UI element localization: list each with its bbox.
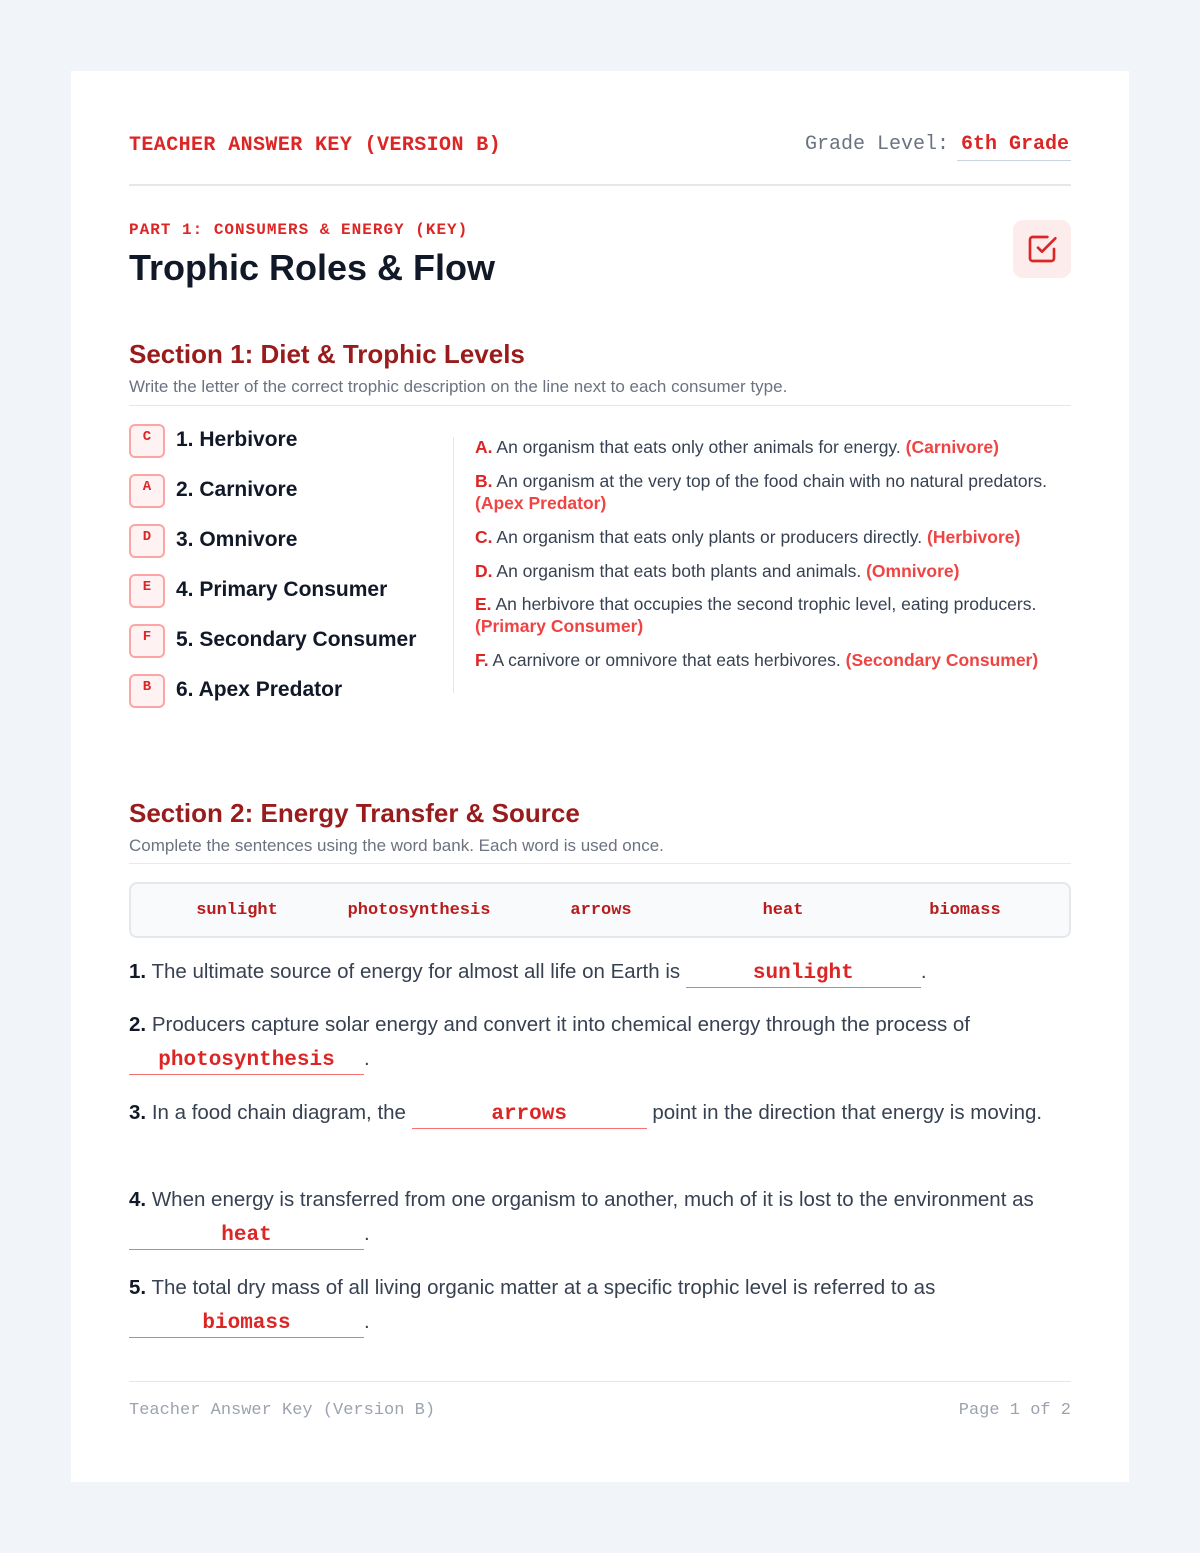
definition-letter: F. xyxy=(475,650,489,670)
definition-text: A carnivore or omnivore that eats herbivores. xyxy=(492,650,841,670)
consumer-item xyxy=(129,524,459,558)
answer-box[interactable]: B xyxy=(129,674,165,708)
question-number: 4. xyxy=(129,1188,147,1211)
grade-level xyxy=(805,131,1071,161)
question-number: 3. xyxy=(129,1101,147,1124)
question-text-end: . xyxy=(364,1047,370,1070)
definition-answer: (Primary Consumer) xyxy=(475,616,644,636)
footer-divider xyxy=(129,1381,1071,1382)
consumer-item xyxy=(129,474,459,508)
question-text-end: . xyxy=(364,1222,370,1245)
definition-item xyxy=(475,649,1071,671)
word-bank-item: arrows xyxy=(570,901,632,920)
question-number: 1. xyxy=(129,960,147,983)
answer-key-title: TEACHER ANSWER KEY (VERSION B) xyxy=(129,134,502,157)
answer-blank[interactable]: arrows xyxy=(412,1102,647,1129)
consumer-item xyxy=(129,424,459,458)
page-title: Trophic Roles & Flow xyxy=(129,247,496,288)
definition-answer: (Carnivore) xyxy=(905,437,999,457)
definition-text: An organism that eats only plants or producers directly. xyxy=(496,527,923,547)
consumer-label: 1. Herbivore xyxy=(176,428,298,451)
definition-text: An organism that eats both plants and animals. xyxy=(496,561,862,581)
section1-divider xyxy=(129,405,1071,406)
question-text: The total dry mass of all living organic matter at a specific trophic level is referred to as xyxy=(151,1276,936,1299)
question-text-end: . xyxy=(920,960,927,983)
definition-letter: E. xyxy=(475,594,492,614)
consumer-label: 3. Omnivore xyxy=(176,528,298,551)
section2-subtitle: Complete the sentences using the word bank. Each word is used once. xyxy=(129,836,664,855)
grade-level-value: 6th Grade xyxy=(957,131,1071,161)
definition-text: An organism at the very top of the food chain with no natural predators. xyxy=(496,471,1048,491)
definition-letter: B. xyxy=(475,471,493,491)
answer-box[interactable]: A xyxy=(129,474,165,508)
word-bank-item: photosynthesis xyxy=(347,901,491,920)
answer-box[interactable]: E xyxy=(129,574,165,608)
definition-item xyxy=(475,560,1071,582)
definition-answer: (Apex Predator) xyxy=(475,493,607,513)
question-2 xyxy=(129,1008,1071,1076)
grade-level-label: Grade Level: xyxy=(804,133,949,156)
definition-answer: (Secondary Consumer) xyxy=(845,650,1039,670)
consumer-label: 6. Apex Predator xyxy=(176,678,343,701)
word-bank xyxy=(129,882,1071,938)
answer-box[interactable]: C xyxy=(129,424,165,458)
answer-blank[interactable]: biomass xyxy=(129,1311,364,1338)
consumer-label: 4. Primary Consumer xyxy=(176,578,388,601)
question-number: 5. xyxy=(129,1276,147,1299)
worksheet-page xyxy=(71,71,1129,1482)
definition-item xyxy=(475,593,1071,637)
consumer-item xyxy=(129,574,459,608)
definition-answer: (Omnivore) xyxy=(866,561,960,581)
page-number: Page 1 of 2 xyxy=(958,1401,1071,1420)
definition-letter: A. xyxy=(475,437,493,457)
question-text-end: point in the direction that energy is moving. xyxy=(652,1101,1043,1124)
definition-text: An organism that eats only other animals for energy. xyxy=(496,437,901,457)
part-label: PART 1: CONSUMERS & ENERGY (KEY) xyxy=(129,221,469,239)
word-bank-item: biomass xyxy=(929,901,1001,920)
checkbox-icon xyxy=(1026,233,1058,265)
question-text: In a food chain diagram, the xyxy=(151,1101,406,1124)
consumer-label: 5. Secondary Consumer xyxy=(176,628,417,651)
definition-text: An herbivore that occupies the second trophic level, eating producers. xyxy=(495,594,1037,614)
word-bank-item: sunlight xyxy=(196,901,278,920)
section1-title: Section 1: Diet & Trophic Levels xyxy=(129,339,525,369)
page-content xyxy=(129,71,1071,1482)
consumer-item xyxy=(129,624,459,658)
question-text: Producers capture solar energy and convert it into chemical energy through the process of xyxy=(151,1013,970,1036)
answer-blank[interactable]: sunlight xyxy=(686,961,921,988)
answer-box[interactable]: D xyxy=(129,524,165,558)
column-divider xyxy=(453,437,454,693)
question-text: The ultimate source of energy for almost all life on Earth is xyxy=(151,960,681,983)
definition-item xyxy=(475,470,1071,514)
consumer-label: 2. Carnivore xyxy=(176,478,298,501)
page-header xyxy=(129,131,1071,186)
answer-blank[interactable]: heat xyxy=(129,1223,364,1250)
question-4 xyxy=(129,1183,1071,1251)
question-text: When energy is transferred from one organism to another, much of it is lost to the environment as xyxy=(151,1188,1034,1211)
question-text-end: . xyxy=(364,1310,370,1333)
checkbox-icon-badge xyxy=(1013,220,1071,278)
question-3 xyxy=(129,1096,1071,1130)
definition-letter: D. xyxy=(475,561,493,581)
definition-item xyxy=(475,436,1071,458)
word-bank-item: heat xyxy=(762,901,804,920)
question-number: 2. xyxy=(129,1013,147,1036)
answer-blank[interactable]: photosynthesis xyxy=(129,1048,364,1075)
section2-title: Section 2: Energy Transfer & Source xyxy=(129,798,580,828)
question-1 xyxy=(129,955,1071,989)
definition-answer: (Herbivore) xyxy=(927,527,1021,547)
definition-item xyxy=(475,526,1071,548)
question-5 xyxy=(129,1271,1071,1339)
section1-subtitle: Write the letter of the correct trophic description on the line next to each consumer type. xyxy=(129,377,788,396)
answer-box[interactable]: F xyxy=(129,624,165,658)
definition-letter: C. xyxy=(475,527,493,547)
consumer-item xyxy=(129,674,459,708)
section2-divider xyxy=(129,863,1071,864)
footer-title: Teacher Answer Key (Version B) xyxy=(129,1401,436,1420)
